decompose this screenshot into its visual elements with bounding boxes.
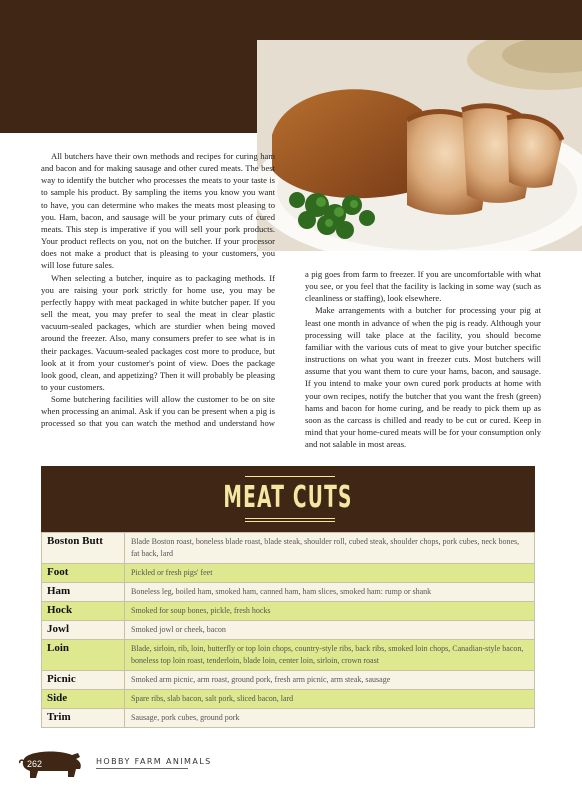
table-row bbox=[42, 640, 535, 671]
page-number: 262 bbox=[27, 759, 43, 769]
table-row bbox=[42, 621, 535, 640]
cut-description: Smoked jowl or cheek, bacon bbox=[125, 621, 535, 640]
paragraph: Some butchering facilities will allow the customer to be on site when processing an animal. Ask if you can be present when a pig is processed so that you can watch the method and understand how bbox=[41, 394, 275, 429]
cut-description: Blade, sirloin, rib, loin, butterfly or top loin chops, country-style ribs, back ribs, smoked loin chops, Canadian-style bacon, boneless top loin roast, tenderloin, blade loin, center loin, sirloin, crown roast bbox=[125, 640, 535, 671]
paragraph: All butchers have their own methods and recipes for curing ham and bacon and for making sausage and other cured meats. The best way to identify the butcher who processes the meats to your taste is to sample his product. By sampling the items you know you want to have, you can determine who makes the meats most pleasing to you. Ham, bacon, and sausage will be your primary cuts of cured meats. This step is imperative if you will sell your pork products. Your product reflects on you, not on the butcher. If your processor does not make a product that is pleasing to your customers, you will lose future sales. bbox=[41, 151, 275, 271]
roast-pork-photo bbox=[257, 40, 582, 251]
table-row bbox=[42, 690, 535, 709]
meat-cuts-table-header bbox=[41, 466, 535, 532]
title-rule bbox=[245, 521, 335, 522]
table-row bbox=[42, 671, 535, 690]
cut-description: Blade Boston roast, boneless blade roast, blade steak, shoulder roll, cubed steak, shoulder chops, pork cubes, neck bones, fat back, lard bbox=[125, 533, 535, 564]
cut-description: Smoked for soup bones, pickle, fresh hocks bbox=[125, 602, 535, 621]
cut-name: Hock bbox=[42, 602, 125, 621]
paragraph: a pig goes from farm to freezer. If you are uncomfortable with what you see, or you feel that the facility is lacking in some way (such as cleanliness or staffing), look elsewhere. bbox=[305, 269, 541, 304]
table-row bbox=[42, 564, 535, 583]
table-row bbox=[42, 709, 535, 728]
meat-cuts-table bbox=[41, 466, 535, 723]
cut-description: Spare ribs, slab bacon, salt pork, sliced bacon, lard bbox=[125, 690, 535, 709]
cut-description: Sausage, pork cubes, ground pork bbox=[125, 709, 535, 728]
cut-description: Boneless leg, boiled ham, smoked ham, canned ham, ham slices, smoked ham: rump or shank bbox=[125, 583, 535, 602]
cut-name: Picnic bbox=[42, 671, 125, 690]
meat-cuts-grid bbox=[41, 532, 535, 728]
table-row bbox=[42, 602, 535, 621]
cut-name: Ham bbox=[42, 583, 125, 602]
cut-description: Pickled or fresh pigs' feet bbox=[125, 564, 535, 583]
article-column-right bbox=[305, 268, 541, 450]
paragraph: When selecting a butcher, inquire as to packaging methods. If you are raising your pork strictly for home use, you may be perfectly happy with meat packaged in white butcher paper. If you sell the meat, you may prefer to seal the meat in clear plastic vacuum-sealed packages, which are sturdier when being moved around the freezer. Also, many consumers prefer to see what is in their packages. Vacuum-sealed packages cost more to produce, but look at it from your customer's point of view. Does the package look good, clean, and appetizing? Then it will probably be pleasing to your customers. bbox=[41, 272, 275, 392]
book-title: HOBBY FARM ANIMALS bbox=[96, 757, 212, 766]
table-row bbox=[42, 583, 535, 602]
page-footer bbox=[18, 747, 318, 787]
cut-name: Side bbox=[42, 690, 125, 709]
title-rule bbox=[245, 518, 335, 519]
article-column-left bbox=[41, 150, 275, 430]
cut-name: Boston Butt bbox=[42, 533, 125, 564]
paragraph: Make arrangements with a butcher for processing your pig at least one month in advance of when the pig is ready. Although your processing will take place at the facility, you should become familiar with the various cuts of meat to give your butcher specific instructions on what you want in freezer cuts. Most butchers will assume that you want them to cure your hams, bacon, and sausage. If you intend to make your own cured pork products at home with your own recipes, notify the butcher that you want the fresh (green) hams and bacon for home curing, and be ready to pick them up as soon as the carcass is chilled and ready to be cut or cured. Keep in mind that your home-cured meats will be for your consumption only and not salable in most areas. bbox=[305, 305, 541, 450]
cut-description: Smoked arm picnic, arm roast, ground pork, fresh arm picnic, arm steak, sausage bbox=[125, 671, 535, 690]
cut-name: Loin bbox=[42, 640, 125, 671]
footer-rule bbox=[96, 768, 188, 769]
title-rule bbox=[245, 476, 335, 477]
meat-cuts-title: MEAT CUTS bbox=[223, 480, 353, 515]
table-row bbox=[42, 533, 535, 564]
cut-name: Foot bbox=[42, 564, 125, 583]
cut-name: Jowl bbox=[42, 621, 125, 640]
cut-name: Trim bbox=[42, 709, 125, 728]
